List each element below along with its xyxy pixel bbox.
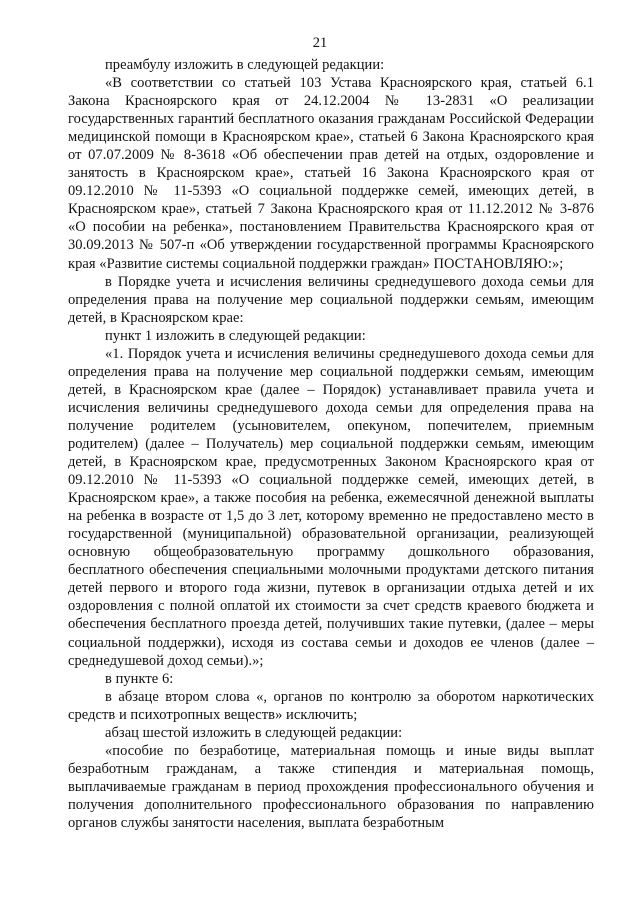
paragraph-point-6-clause-6-intro: абзац шестой изложить в следующей редакции: [105, 724, 403, 741]
paragraph-point-6-clause-6-text: «пособие по безработице, материальная помощь и иные виды выплат безработным гражданам, а также стипендия и материальная помощь, выплачиваемые гражданам в период прохождения профессионального обучения и получения дополнительного профессионального образования по направлению органов службы занятости населения, выплата безработным [68, 742, 594, 831]
paragraph-point-1-text: «1. Порядок учета и исчисления величины среднедушевого дохода семьи для определения права на получение мер социальной поддержки семьям, имеющим детей, в Красноярском крае (далее – Порядок) устанавливает правила учета и исчисления величины среднедушевого дохода семьи для определения права на получение родителем (усыновителем, опекуном, попечителем, приемным родителем) (далее – Получатель) мер социальной поддержки семьям, имеющим детей, в Красноярском крае, предусмотренных Законом Красноярского края от 09.12.2010 № 11-5393 «О социальной поддержке семей, имеющих детей, в Красноярском крае», а также пособия на ребенка, ежемесячной денежной выплаты на ребенка в возрасте от 1,5 до 3 лет, которому временно не предоставлено место в государственной (муниципальной) образовательной организации, реализующей основную общеобразовательную программу дошкольного образования, бесплатного обеспечения специальными молочными продуктами детского питания детей первого и второго года жизни, путевок в организации отдыха детей и их оздоровления с полной оплатой их стоимости за счет средств краевого бюджета и обеспечения бесплатного проезда детей, получивших такие путевки, (далее – меры социальной поддержки), исходя из состава семьи и доходов ее членов (далее – среднедушевой доход семьи).»; [68, 345, 594, 669]
paragraph-procedure-intro: в Порядке учета и исчисления величины среднедушевого дохода семьи для определения права на получение мер социальной поддержки семьям, имеющим детей, в Красноярском крае: [68, 273, 594, 326]
paragraph-point-6-clause-2: в абзаце втором слова «, органов по контролю за оборотом наркотических средств и психотропных веществ» исключить; [68, 688, 594, 723]
paragraph-point-1-intro: пункт 1 изложить в следующей редакции: [105, 327, 366, 344]
paragraph-preamble-intro: преамбулу изложить в следующей редакции: [105, 57, 385, 73]
page-number: 21 [312, 35, 328, 51]
document-body [68, 56, 594, 832]
paragraph-point-6-intro: в пункте 6: [105, 670, 174, 687]
paragraph-preamble-text: «В соответствии со статьей 103 Устава Красноярского края, статьей 6.1 Закона Красноярского края от 24.12.2004 № 13-2831 «О реализации государственных гарантий бесплатного оказания гражданам Российской Федерации медицинской помощи в Красноярском крае», статьей 6 Закона Красноярского края от 07.07.2009 № 8-3618 «Об обеспечении прав детей на отдых, оздоровление и занятость в Красноярском крае», статьей 16 Закона Красноярского края от 09.12.2010 № 11-5393 «О социальной поддержке семей, имеющих детей, в Красноярском крае», статьей 7 Закона Красноярского края от 11.12.2012 № 3-876 «О пособии на ребенка», постановлением Правительства Красноярского края от 30.09.2013 № 507-п «Об утверждении государственной программы Красноярского края «Развитие системы социальной поддержки граждан» ПОСТАНОВЛЯЮ:»; [68, 75, 594, 272]
